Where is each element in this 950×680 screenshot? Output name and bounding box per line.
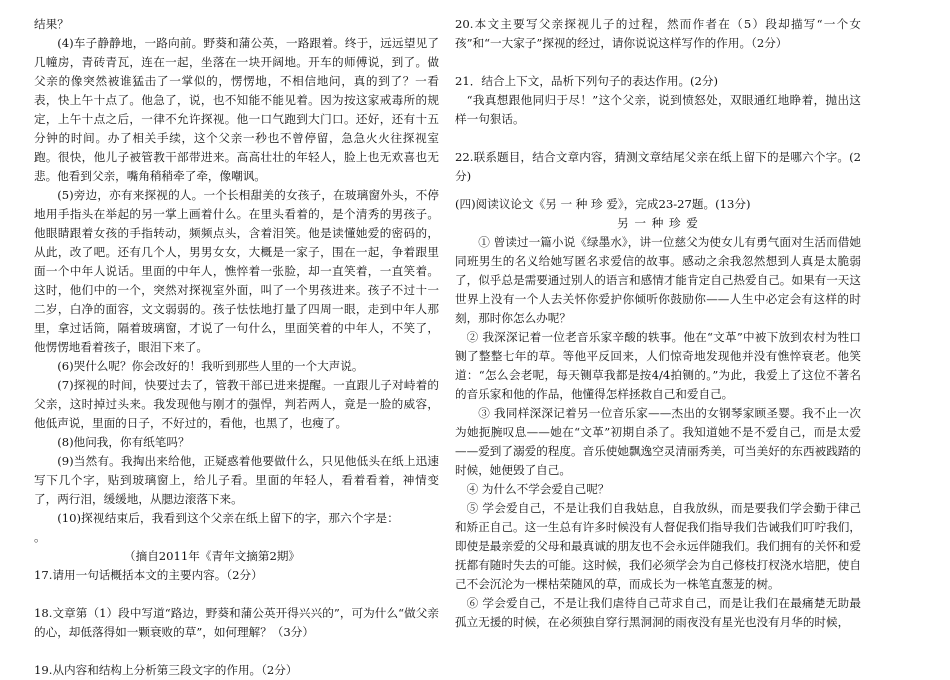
question-20: 20.本文主要写父亲探视儿子的过程，然而作者在（5）段却描写“一个女孩”和“一大家子”探视的经过，请你说说这样写作的作用。（2分）	[455, 17, 861, 50]
essay-paragraph-6: ⑥ 学会爱自己，不是让我们虐待自己苛求自己，而是让我们在最痛楚无助最孤立无援的时候，在必须独自穿行黑洞洞的雨夜没有星光也没有月华的时候，	[455, 596, 861, 629]
section-4-heading: (四)阅读议论文《另 一 种 珍 爱》，完成23-27题。(13分)	[455, 197, 751, 211]
essay-title: 另 一 种 珍 爱	[617, 216, 699, 230]
paragraph-4: (4)车子静静地，一路向前。野葵和蒲公英，一路跟着。终于，远远望见了几幢房，青砖青瓦，连在一起，坐落在一块开阔地。开车的师傅说，到了。做父亲的像突然被谁猛击了一掌似的，愣愣地，不相信地问，真的到了？一看表，快上午十点了。他急了，说，也不知能不能见着。因为按这家戒毒所的规定，上午十点之后，一律不允许探视。他一口气跑到大门口。还好，还有十五分钟的时间。办了相关手续，这个父亲一秒也不曾停留，急急火火往探视室跑。很快，他儿子被管教干部带进来。高高壮壮的年轻人，脸上也无欢喜也无悲。他看到父亲，嘴角稍稍牵了牵，像嘲讽。	[34, 36, 439, 183]
paragraph-5: (5)旁边，亦有来探视的人。一个长相甜美的女孩子，在玻璃窗外头，不停地用手指头在举起的另一掌上画着什么。在里头看着的，是个清秀的男孩子。他眼睛跟着女孩的手指转动，频频点头，含着泪笑。他是读懂她爱的密码的，从此，改了吧。还有几个人，男男女女，大概是一家子，围在一起，争着跟里面一个中年人说话。里面的中年人，憔悴着一张脸，却一直笑着，一直笑着。这时，他们中的一个，突然对探视室外面，叫了一个男孩进来。孩子不过十一二岁，白净的面容，文文弱弱的。孩子怯怯地打量了四周一眼，走到中年人那里，拿过话筒，隔着玻璃窗，才说了一句什么，里面笑着的中年人，不笑了，他愣愣地看着孩子，眼泪下来了。	[34, 188, 439, 354]
answer-space-20[interactable]	[455, 53, 861, 72]
question-19: 19.从内容和结构上分析第三段文字的作用。（2分）	[34, 663, 298, 677]
paragraph-6: (6)哭什么呢？你会改好的！我听到那些人里的一个大声说。	[57, 359, 364, 373]
paragraph-10-period: 。	[34, 530, 46, 544]
essay-paragraph-1: ① 曾读过一篇小说《绿墨水》，讲一位慈父为使女儿有勇气面对生活而借她同班男生的名义给她写匿名求爱信的故事。感动之余我忽然想到人真是太脆弱了，似乎总是需要通过别人的语言和感情才能肯定自己热爱自己。如果有一天这世界上没有一个人去关怀你爱护你倾听你鼓励你——人生中必定会有这样的时刻，那时你怎么办呢？	[455, 235, 861, 325]
question-21: 21．结合上下文，品析下列句子的表达作用。(2分)	[455, 74, 719, 88]
right-column	[455, 15, 861, 632]
essay-paragraph-2: ② 我深深记着一位老音乐家辛酸的轶事。他在“文革”中被下放到农村为牲口铡了整整七年的草。等他平反回来，人们惊奇地发现他并没有憔悴衰老。他笑道：“怎么会老呢，每天铡草我都是按4/4拍铡的。”为此，我爱上了这位不著名的音乐家和他的作品，他懂得怎样拯救自己和爱自己。	[455, 330, 861, 401]
paragraph-10-text: (10)探视结束后，我看到这个父亲在纸上留下的字，那六个字是：	[57, 511, 399, 525]
left-column	[34, 15, 439, 680]
paragraph-3-end: 结果？	[34, 17, 69, 31]
answer-space-22[interactable]	[455, 186, 861, 195]
question-22: 22.联系题目，结合文章内容，猜测文章结尾父亲在纸上留下的是哪六个字。(2分)	[455, 150, 861, 183]
paragraph-9: (9)当然有。我掏出来给他，正疑惑着他要做什么，只见他低头在纸上迅速写下几个字，贴到玻璃窗上，给儿子看。里面的年轻人，看着看着，神情变了，两行泪，缓缓地，从腮边滚落下来。	[34, 454, 439, 506]
paragraph-8: (8)他问我，你有纸笔吗？	[57, 435, 190, 449]
essay-paragraph-4: ④ 为什么不学会爱自己呢？	[466, 482, 610, 496]
source-citation: （摘自2011年《青年文摘第2期》	[124, 549, 301, 563]
question-18: 18.文章第（1）段中写道“路边，野葵和蒲公英开得兴兴的”，可为什么“做父亲的心，却低落得如一颗衰败的草”，如何理解？（3分）	[34, 606, 439, 639]
paragraph-10	[34, 509, 439, 547]
answer-space-21[interactable]	[455, 129, 861, 148]
essay-paragraph-3: ③ 我同样深深记着另一位音乐家——杰出的女钢琴家顾圣婴。我不止一次为她扼腕叹息——她在“文革”初期自杀了。我知道她不是不爱自己，而是太爱——爱到了溺爱的程度。音乐使她飘逸空灵清丽秀美，可当美好的东西被践踏的时候，她便毁了自己。	[455, 406, 861, 477]
paragraph-7: (7)探视的时间，快要过去了，管教干部已进来提醒。一直跟儿子对峙着的父亲，这时掉过头来。我发现他与刚才的强悍，判若两人，竟是一脸的威容，他低声说，里面的日子，不好过的，看他，也黑了，也瘦了。	[34, 378, 439, 430]
question-17: 17.请用一句话概括本文的主要内容。（2分）	[34, 568, 263, 582]
question-21-quote: “我真想跟他同归于尽！”这个父亲，说到愤怒处，双眼通红地睁着，抛出这样一句狠话。	[455, 93, 861, 126]
answer-space-17[interactable]	[34, 585, 439, 604]
answer-space-18[interactable]	[34, 642, 439, 661]
essay-paragraph-5: ⑤ 学会爱自己，不是让我们自我姑息，自我放纵，而是要我们学会勤于律己和矫正自己。这一生总有许多时候没有人督促我们指导我们告诫我们叮咛我们，即使是最亲爱的父母和最真诚的朋友也不会永远伴随我们。我们拥有的关怀和爱抚都有随时失去的可能。这时候，我们必须学会为自己修枝打杈浇水培肥，使自己不会沉沦为一棵枯荣随风的草，而成长为一株笔直葱茏的树。	[455, 501, 861, 591]
